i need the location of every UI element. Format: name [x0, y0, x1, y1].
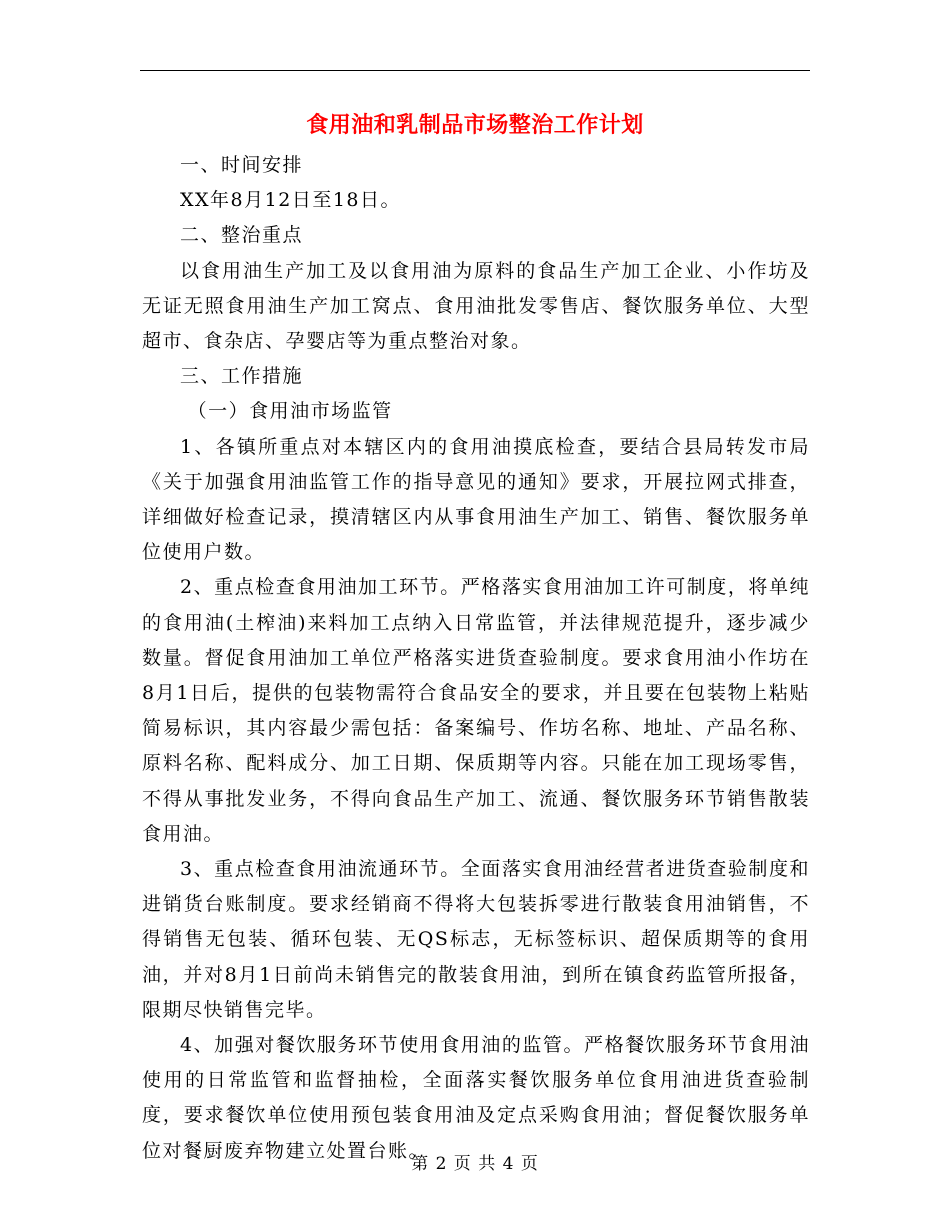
schedule-dates: XX年8月12日至18日。: [180, 189, 401, 212]
page-number-footer: 第 2 页 共 4 页: [411, 1154, 539, 1174]
subsection-heading-oil-market: （一）食用油市场监管: [187, 400, 393, 423]
measure-paragraph-4: 4、加强对餐饮服务环节使用食用油的监管。严格餐饮服务环节食用油使用的日常监管和监督抽检，全面落实餐饮服务单位食用油进货查验制度，要求餐饮单位使用预包装食用油及定点采购食用油；督促餐饮服务单位对餐厨废弃物建立处置台账。: [142, 1034, 810, 1162]
focus-paragraph: 以食用油生产加工及以食用油为原料的食品生产加工企业、小作坊及无证无照食用油生产加工窝点、食用油批发零售店、餐饮服务单位、大型超市、食杂店、孕婴店等为重点整治对象。: [142, 259, 810, 353]
document-body: [142, 148, 810, 1169]
section-heading-schedule: 一、时间安排: [180, 154, 304, 176]
section-heading-measures: 三、工作措施: [180, 365, 304, 388]
measure-paragraph-2: 2、重点检查食用油加工环节。严格落实食用油加工许可制度，将单纯的食用油(土榨油)来料加工点纳入日常监管，并法律规范提升，逐步减少数量。督促食用油加工单位严格落实进货查验制度。要求食用油小作坊在8月1日后，提供的包装物需符合食品安全的要求，并且要在包装物上粘贴简易标识，其内容最少需包括：备案编号、作坊名称、地址、产品名称、原料名称、配料成分、加工日期、保质期等内容。只能在加工现场零售，不得从事批发业务，不得向食品生产加工、流通、餐饮服务环节销售散装食用油。: [142, 576, 810, 845]
section-heading-focus: 二、整治重点: [180, 224, 304, 247]
header-rule: [140, 70, 810, 71]
measure-paragraph-3: 3、重点检查食用油流通环节。全面落实食用油经营者进货查验制度和进销货台账制度。要求经销商不得将大包装拆零进行散装食用油销售，不得销售无包装、循环包装、无QS标志，无标签标识、超保质期等的食用油，并对8月1日前尚未销售完的散装食用油，到所在镇食药监管所报备，限期尽快销售完毕。: [142, 858, 810, 1021]
page-title: 食用油和乳制品市场整治工作计划: [306, 112, 644, 138]
measure-paragraph-1: 1、各镇所重点对本辖区内的食用油摸底检查，要结合县局转发市局《关于加强食用油监管工作的指导意见的通知》要求，开展拉网式排查，详细做好检查记录，摸清辖区内从事食用油生产加工、销售、餐饮服务单位使用户数。: [142, 435, 810, 564]
